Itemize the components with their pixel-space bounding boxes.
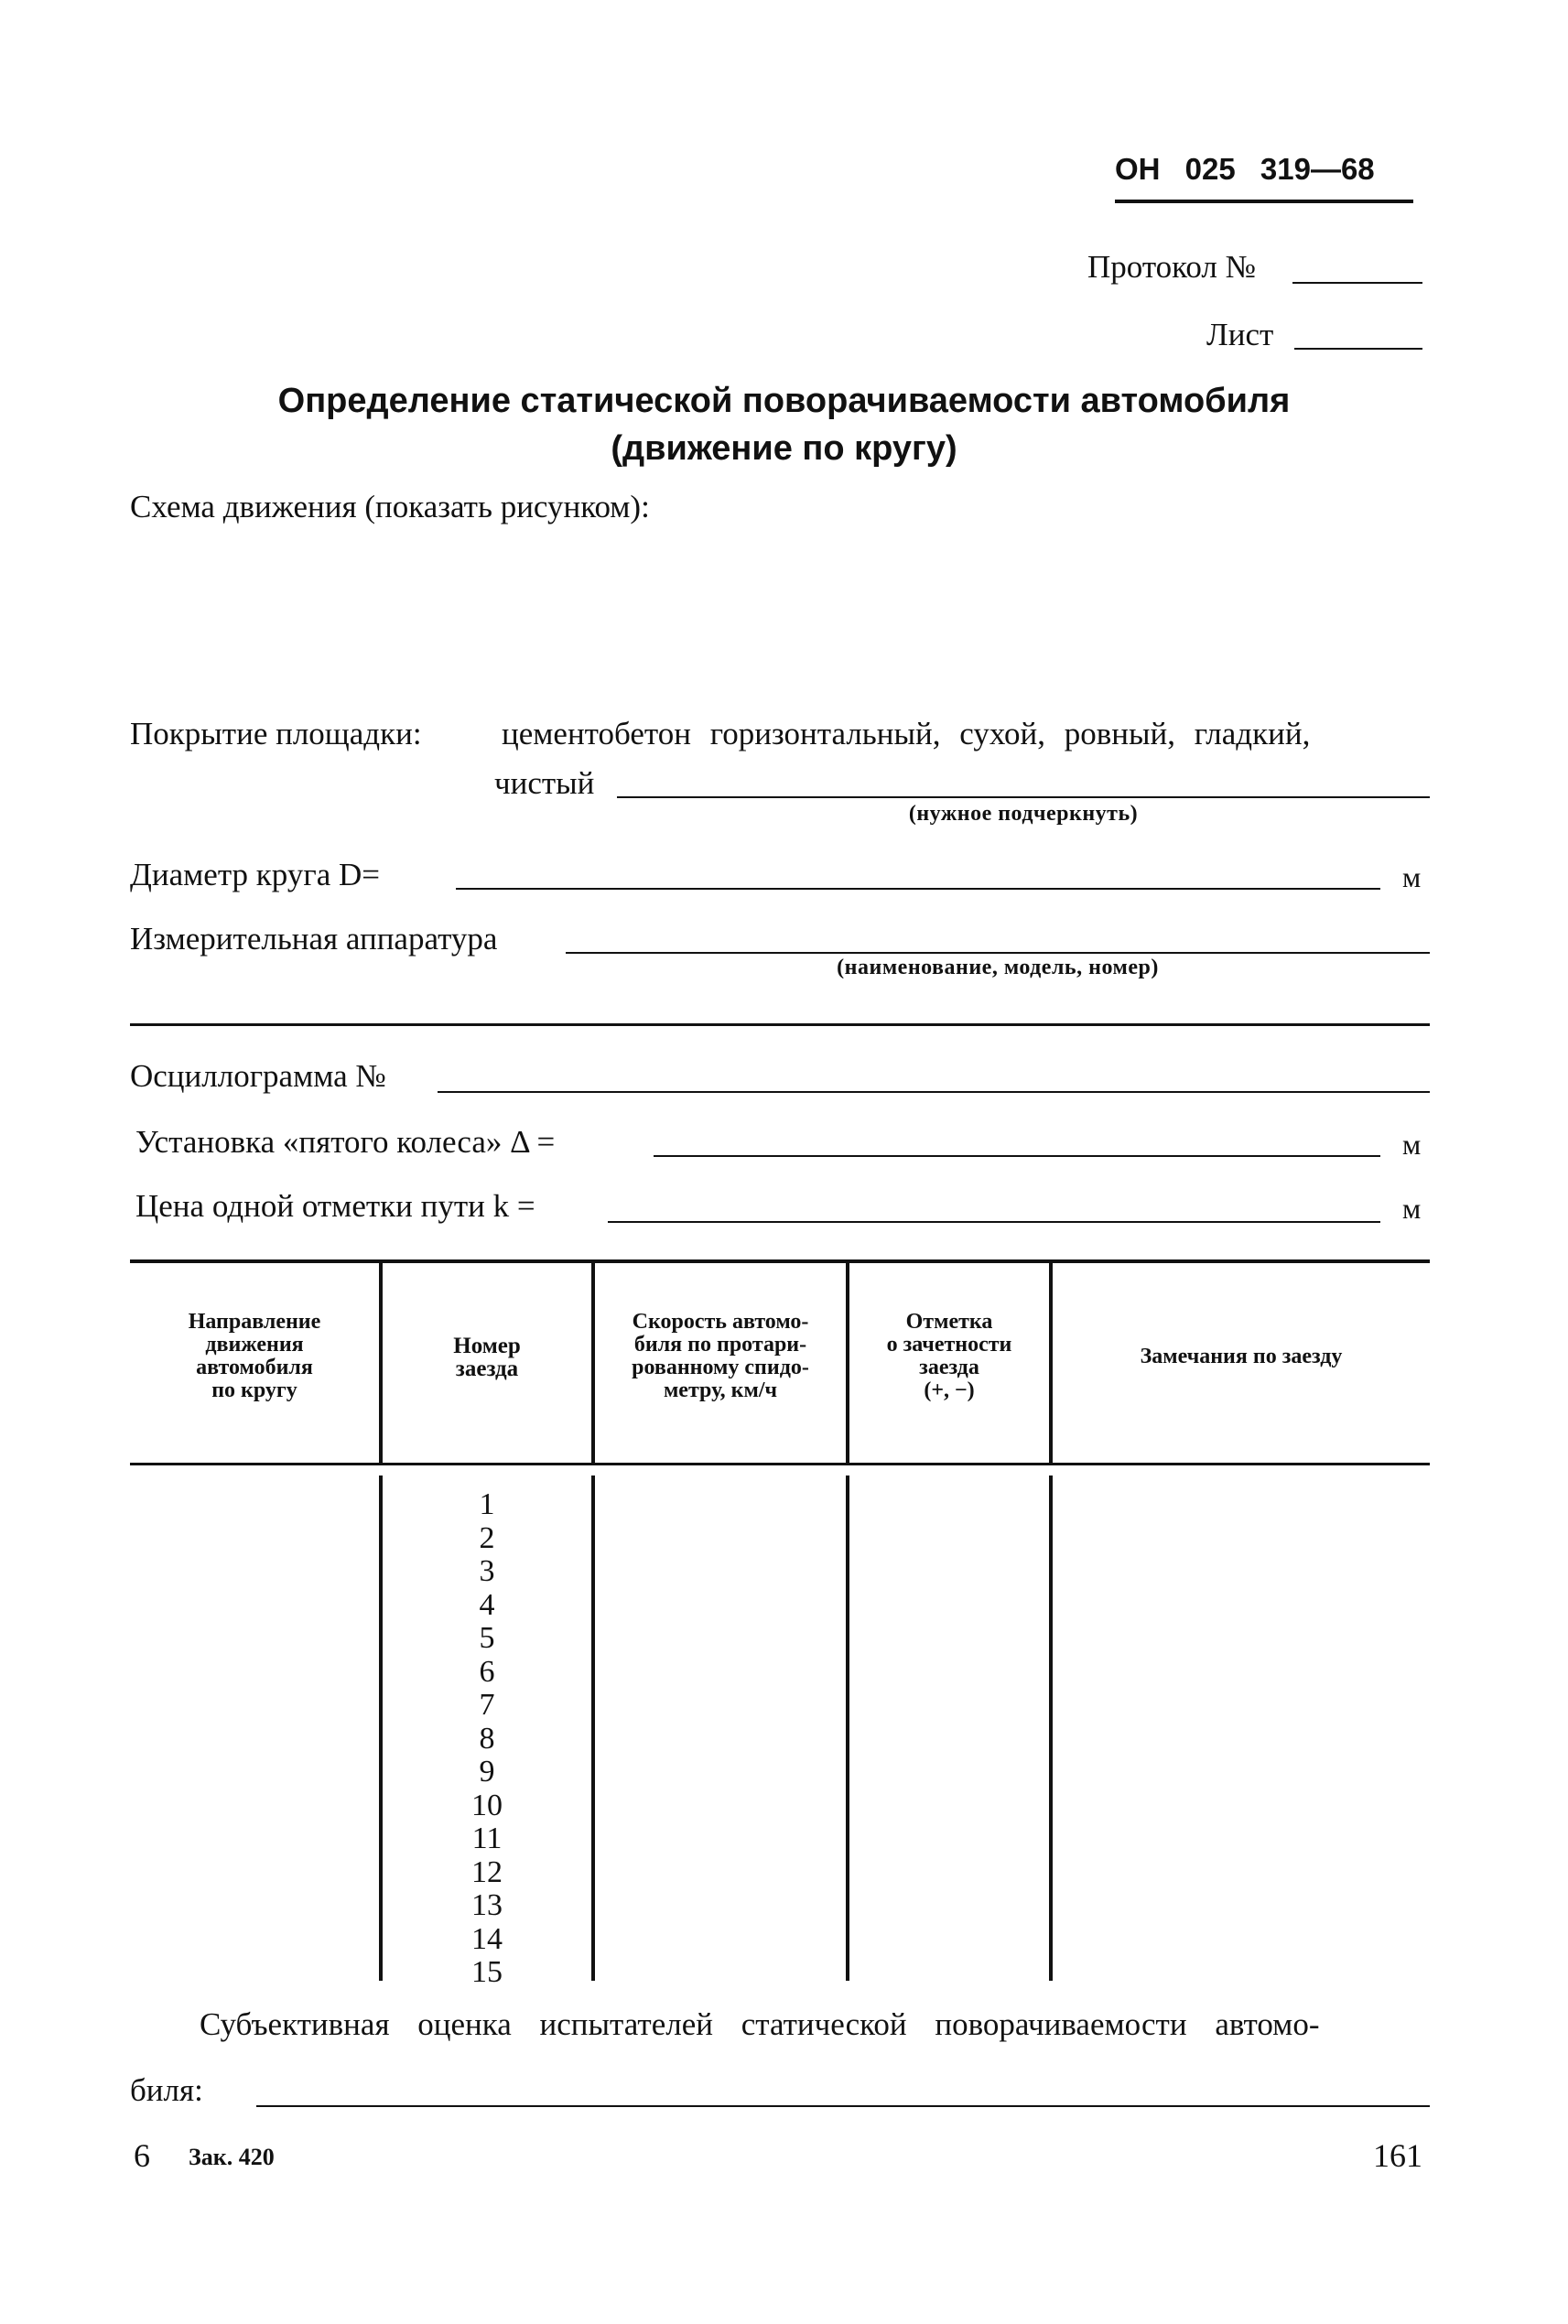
footer-order-number: Зак. 420 <box>189 2144 275 2170</box>
sheet-field[interactable] <box>1294 348 1422 350</box>
run-number: 11 <box>471 1821 503 1855</box>
document-code: ОН 025 319—68 <box>1115 152 1375 186</box>
run-number-list <box>383 1488 591 1990</box>
run-number: 9 <box>479 1755 495 1789</box>
run-number: 5 <box>479 1621 495 1655</box>
surface-field[interactable] <box>617 796 1430 798</box>
surface-label: Покрытие площадки: <box>130 716 422 751</box>
oscillogram-label: Осциллограмма № <box>130 1058 386 1094</box>
document-code-rule <box>1115 200 1413 203</box>
table-column-divider <box>846 1475 849 1981</box>
table-top-rule <box>130 1259 1430 1263</box>
page-number: 161 <box>1373 2137 1422 2174</box>
run-number: 14 <box>471 1921 503 1956</box>
scheme-label: Схема движения (показать рисунком): <box>130 489 650 524</box>
run-number: 2 <box>479 1520 495 1555</box>
subjective-assessment-text: Субъективная оценка испытателей статической поворачиваемости автомо- <box>200 2006 1320 2042</box>
run-number: 10 <box>471 1788 503 1822</box>
column-header-remarks: Замечания по заезду <box>1140 1345 1343 1368</box>
run-number: 15 <box>471 1955 503 1989</box>
subjective-assessment-text-cont: биля: <box>130 2072 203 2108</box>
run-number: 3 <box>479 1554 495 1588</box>
page-title <box>0 377 1568 472</box>
table-header-rule <box>130 1463 1430 1465</box>
table-column-divider <box>591 1475 595 1981</box>
run-number: 8 <box>479 1721 495 1756</box>
page-title-line2: (движение по кругу) <box>611 429 957 468</box>
path-mark-unit: м <box>1402 1192 1422 1225</box>
surface-option-clean: чистый <box>494 765 595 801</box>
scheme-drawing-area[interactable] <box>130 540 1430 696</box>
footer-sheet-number: 6 <box>134 2137 150 2174</box>
path-mark-label: Цена одной отметки пути k = <box>135 1188 535 1224</box>
column-header-direction: Направление движения автомобиля по кругу <box>188 1310 321 1402</box>
apparatus-extra-line[interactable] <box>130 1023 1430 1026</box>
run-number: 13 <box>471 1888 503 1922</box>
fifth-wheel-unit: м <box>1402 1128 1422 1161</box>
run-number: 1 <box>479 1487 495 1521</box>
table-column-divider <box>1049 1475 1053 1981</box>
apparatus-label: Измерительная аппаратура <box>130 921 498 957</box>
diameter-field[interactable] <box>456 888 1380 890</box>
diameter-label: Диаметр круга D= <box>130 857 380 892</box>
oscillogram-field[interactable] <box>438 1091 1430 1093</box>
surface-options: цементобетон горизонтальный, сухой, ровный, гладкий, <box>502 716 1311 751</box>
fifth-wheel-field[interactable] <box>654 1155 1380 1157</box>
fifth-wheel-label: Установка «пятого колеса» Δ = <box>135 1124 556 1160</box>
run-number: 4 <box>479 1587 495 1622</box>
protocol-number-field[interactable] <box>1292 282 1422 284</box>
run-number: 6 <box>479 1654 495 1689</box>
run-number: 7 <box>479 1688 495 1722</box>
path-mark-field[interactable] <box>608 1221 1380 1223</box>
apparatus-hint: (наименование, модель, номер) <box>837 956 1159 979</box>
subjective-assessment-field[interactable] <box>256 2105 1430 2107</box>
page-title-line1: Определение статической поворачиваемости автомобиля <box>277 382 1291 420</box>
column-header-run-number: Номер заезда <box>453 1334 521 1381</box>
diameter-unit: м <box>1402 860 1422 893</box>
runs-table <box>130 1259 1430 1992</box>
run-number: 12 <box>471 1854 503 1889</box>
sheet-label: Лист <box>1206 317 1274 352</box>
column-header-speed: Скорость автомо- биля по протари- рованному спидо- метру, км/ч <box>632 1310 809 1402</box>
column-header-validity-mark: Отметка о зачетности заезда (+, −) <box>886 1310 1012 1402</box>
apparatus-field[interactable] <box>566 952 1430 954</box>
protocol-number-label: Протокол № <box>1087 249 1257 285</box>
surface-hint: (нужное подчеркнуть) <box>908 802 1139 826</box>
